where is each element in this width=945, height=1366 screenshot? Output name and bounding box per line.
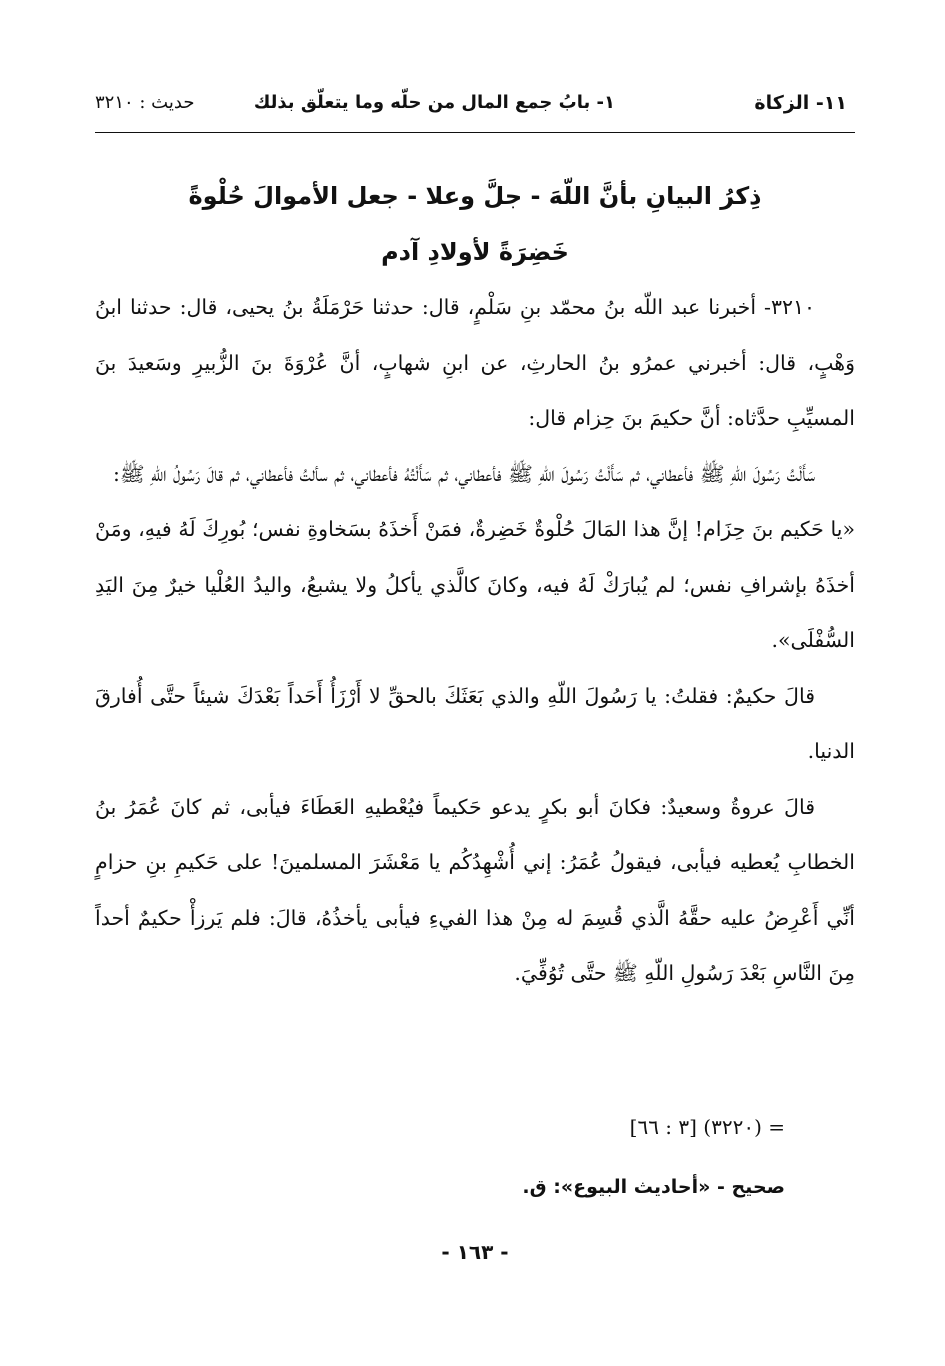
hadith-reference: حديث : ٣٢١٠: [95, 92, 195, 113]
narration-paragraph: سَأَلْتُ رَسُولَ اللّهِ ﷺ فأعطاني، ثم سَأَلْتُ رَسُولَ اللّهِ ﷺ فأعطاني، ثم سَأَلْتُهُ فأعطاني، ثم سألتُ فأعطاني، ثم قالَ رَسُولُ اللّهِ ﷺ:: [112, 461, 815, 486]
urwa-said-paragraph: قالَ عروةُ وسعيدٌ: فكانَ أبو بكرٍ يدعو حَكيماً فيُعْطيهِ العَطَاءَ فيأبى، ثم كانَ عُمَرُ بنُ الخطابِ يُعطيه فيأبى، فيقولُ عُمَرُ: إني أُشْهِدُكُم يا مَعْشَرَ المسلمينَ! على حَكيمِ بنِ حزامٍ أنِّي أَعْرِضُ عليه حقَّهُ الَّذي قُسِمَ له مِنْ هذا الفيءِ فيأبى يأخذُهُ، قالَ: فلم يَرزأْ حكيمٌ أحداً مِنَ النَّاسِ بَعْدَ رَسُولِ اللّهِ ﷺ حتَّى تُوُفِّيَ.: [95, 794, 855, 985]
hadith-body: [95, 280, 855, 1002]
hadith-grading: صحيح - «أحاديث البيوع»: ق.: [522, 1176, 785, 1198]
isnad-paragraph: ٣٢١٠- أخبرنا عبد اللّه بنُ محمّد بنِ سَلْمٍ، قال: حدثنا حَرْمَلَةُ بنُ يحيى، قال: حدثنا ابنُ وَهْبٍ، قال: أخبرني عمرُو بنُ الحارثِ، عن ابنِ شهابٍ، أنَّ عُرْوَةَ بنَ الزُّبيرِ وسَعيدَ بنَ المسيِّبِ حدَّثاه: أنَّ حكيمَ بنَ حِزام قال:: [95, 295, 855, 430]
hakim-reply-paragraph: قالَ حكيمٌ: فقلتُ: يا رَسُولَ اللّهِ والذي بَعَثَكَ بالحقِّ لا أَرْزَأُ أَحَداً بَعْدَكَ شيئاً حتَّى أُفارقَ الدنيا.: [95, 683, 855, 763]
section-title: ١١- الزكاة: [754, 92, 847, 114]
page-number: - ١٦٣ -: [441, 1240, 509, 1264]
running-header: [95, 88, 855, 128]
cross-references: = (٣٢٢٠) [٣ : ٦٦]: [629, 1115, 785, 1139]
heading-line-1: ذِكرُ البيانِ بأنَّ اللّهَ - جلَّ وعلا - جعل الأموالَ حُلْوةً: [188, 182, 762, 210]
chapter-heading: [95, 168, 855, 280]
header-divider: [95, 132, 855, 133]
prophet-saying-paragraph: «يا حَكيم بنَ حِزَام! إنَّ هذا المَالَ حُلْوةٌ خَضِرةٌ، فمَنْ أَخذَهُ بسَخاوةِ نفس؛ بُورِكَ لَهُ فيهِ، ومَنْ أخذَهُ بإشرافِ نفس؛ لم يُبارَكْ لَهُ فيه، وكانَ كالَّذي يأكلُ ولا يشبعُ، واليدُ العُلْيا خيرٌ مِنَ اليَدِ السُّفْلَى».: [95, 517, 855, 652]
book-page: [95, 80, 855, 1300]
heading-line-2: خَضِرَةً لأولادِ آدم: [381, 238, 569, 266]
chapter-title: ١- بابُ جمع المال من حلّه وما يتعلّق بذلك: [253, 92, 615, 113]
